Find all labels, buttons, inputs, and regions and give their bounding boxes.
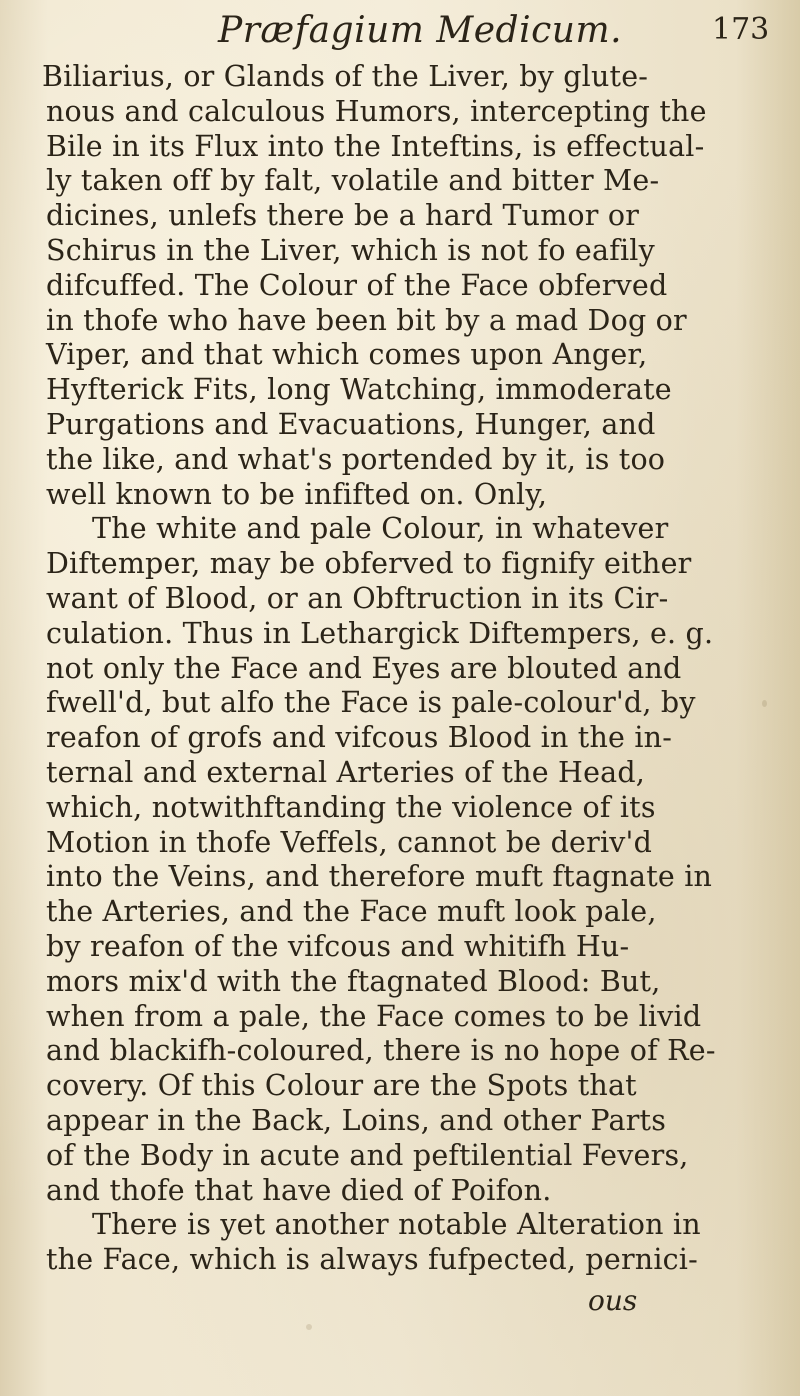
text-line: mors mix'd with the ftagnated Blood: But, bbox=[46, 964, 661, 998]
page-number: 173 bbox=[712, 12, 770, 47]
text-line: Motion in thofe Veffels, cannot be deriv'd bbox=[46, 825, 653, 859]
catchword: ous bbox=[588, 1284, 638, 1317]
text-line: by reafon of the vifcous and whitifh Hu- bbox=[46, 930, 630, 963]
text-line: not only the Face and Eyes are blouted and bbox=[46, 651, 682, 685]
text-line: dicines, unlefs there be a hard Tumor or bbox=[46, 199, 640, 233]
text-line: Viper, and that which comes upon Anger, bbox=[46, 338, 648, 372]
paper-blemish bbox=[762, 700, 767, 707]
text-line: and blackifh-coloured, there is no hope of Re- bbox=[46, 1034, 716, 1068]
text-line: of the Body in acute and peftilential Fevers, bbox=[46, 1138, 689, 1172]
text-line: There is yet another notable Alteration in bbox=[92, 1208, 701, 1242]
text-line: Hyfterick Fits, long Watching, immoderate bbox=[46, 373, 672, 407]
text-line: difcuffed. The Colour of the Face obferved bbox=[46, 268, 668, 302]
text-line: when from a pale, the Face comes to be livid bbox=[46, 999, 702, 1033]
text-line: appear in the Back, Loins, and other Parts bbox=[46, 1104, 667, 1137]
text-line: and thofe that have died of Poifon. bbox=[46, 1173, 552, 1207]
running-head: Præfagium Medicum. bbox=[218, 10, 623, 51]
text-line: nous and calculous Humors, intercepting the bbox=[46, 94, 707, 128]
text-line: in thofe who have been bit by a mad Dog or bbox=[46, 303, 687, 337]
text-line: covery. Of this Colour are the Spots that bbox=[46, 1069, 637, 1103]
text-line: culation. Thus in Lethargick Diftempers, e. g. bbox=[46, 616, 714, 650]
text-line: the Face, which is always fufpected, pernici- bbox=[46, 1243, 698, 1277]
paper-blemish bbox=[306, 1324, 312, 1330]
text-line: Diftemper, may be obferved to fignify either bbox=[46, 547, 692, 581]
text-line: the Arteries, and the Face muft look pale, bbox=[46, 895, 657, 929]
text-line: fwell'd, but alfo the Face is pale-colour'd, by bbox=[46, 686, 696, 720]
text-line: Biliarius, or Glands of the Liver, by glute- bbox=[42, 60, 649, 93]
text-line: Purgations and Evacuations, Hunger, and bbox=[46, 408, 656, 441]
text-line: want of Blood, or an Obftruction in its Cir- bbox=[46, 582, 669, 615]
text-line: which, notwithftanding the violence of its bbox=[46, 790, 656, 824]
text-line: into the Veins, and therefore muft ftagnate in bbox=[46, 860, 713, 894]
text-line: ly taken off by falt, volatile and bitter Me- bbox=[46, 164, 660, 198]
text-line: Bile in its Flux into the Inteftins, is effectual- bbox=[46, 129, 705, 163]
text-line: The white and pale Colour, in whatever bbox=[92, 512, 669, 546]
page-header bbox=[0, 8, 800, 54]
text-line: well known to be infifted on. Only, bbox=[46, 477, 548, 511]
text-line: Schirus in the Liver, which is not fo eafily bbox=[46, 234, 655, 267]
text-line: the like, and what's portended by it, is too bbox=[46, 442, 666, 476]
text-line: ternal and external Arteries of the Head, bbox=[46, 756, 646, 789]
text-line: reafon of grofs and vifcous Blood in the in- bbox=[46, 721, 673, 755]
